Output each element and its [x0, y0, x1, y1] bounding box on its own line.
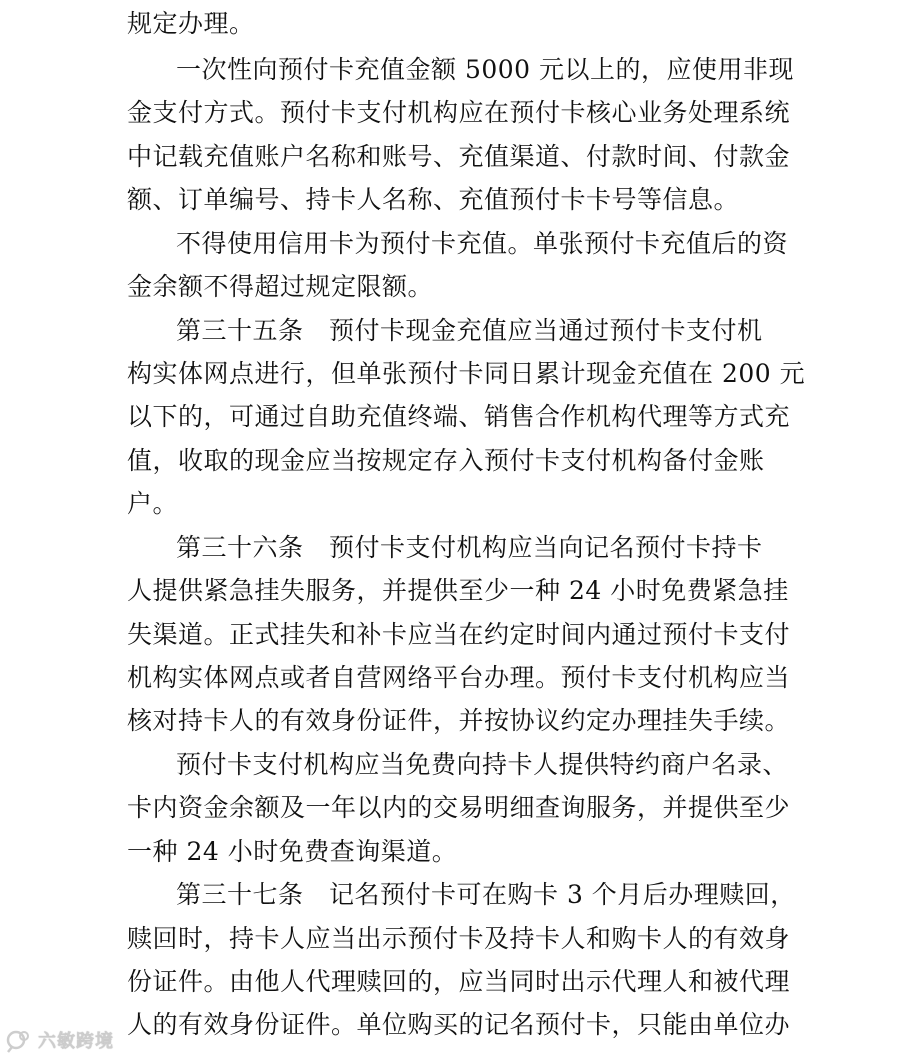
text-line: 人的有效身份证件。单位购买的记名预付卡，只能由单位办	[127, 1010, 791, 1039]
text-line: 户。	[127, 489, 179, 518]
text-line: 机构实体网点或者自营网络平台办理。预付卡支付机构应当	[127, 663, 791, 692]
text-line: 赎回时，持卡人应当出示预付卡及持卡人和购卡人的有效身	[127, 924, 791, 953]
text-line: 不得使用信用卡为预付卡充值。单张预付卡充值后的资	[176, 229, 789, 258]
text-line: 一次性向预付卡充值金额 5000 元以上的，应使用非现	[176, 55, 795, 84]
text-line: 第三十六条 预付卡支付机构应当向记名预付卡持卡	[176, 533, 763, 562]
text-line: 预付卡支付机构应当免费向持卡人提供特约商户名录、	[176, 750, 789, 779]
text-line: 中记载充值账户名称和账号、充值渠道、付款时间、付款金	[127, 142, 791, 171]
text-line: 规定办理。	[127, 9, 255, 38]
text-line: 额、订单编号、持卡人名称、充值预付卡卡号等信息。	[127, 185, 740, 214]
text-line: 失渠道。正式挂失和补卡应当在约定时间内通过预付卡支付	[127, 620, 791, 649]
text-line: 金余额不得超过规定限额。	[127, 272, 434, 301]
text-line: 第三十五条 预付卡现金充值应当通过预付卡支付机	[176, 316, 763, 345]
brand-logo-icon	[6, 1027, 32, 1053]
text-line: 人提供紧急挂失服务，并提供至少一种 24 小时免费紧急挂	[127, 576, 789, 605]
text-line: 构实体网点进行，但单张预付卡同日累计现金充值在 200 元	[127, 359, 806, 388]
text-line: 第三十七条 记名预付卡可在购卡 3 个月后办理赎回，	[176, 880, 796, 909]
text-line: 以下的，可通过自助充值终端、销售合作机构代理等方式充	[127, 402, 791, 431]
text-line: 值，收取的现金应当按规定存入预付卡支付机构备付金账	[127, 446, 765, 475]
text-line: 金支付方式。预付卡支付机构应在预付卡核心业务处理系统	[127, 98, 791, 127]
text-line: 份证件。由他人代理赎回的，应当同时出示代理人和被代理	[127, 967, 791, 996]
text-line: 卡内资金余额及一年以内的交易明细查询服务，并提供至少	[127, 793, 791, 822]
watermark-text: 六敏跨境	[38, 1031, 114, 1052]
text-line: 一种 24 小时免费查询渠道。	[127, 837, 458, 866]
text-line: 核对持卡人的有效身份证件，并按协议约定办理挂失手续。	[127, 706, 791, 735]
watermark	[6, 1025, 114, 1055]
